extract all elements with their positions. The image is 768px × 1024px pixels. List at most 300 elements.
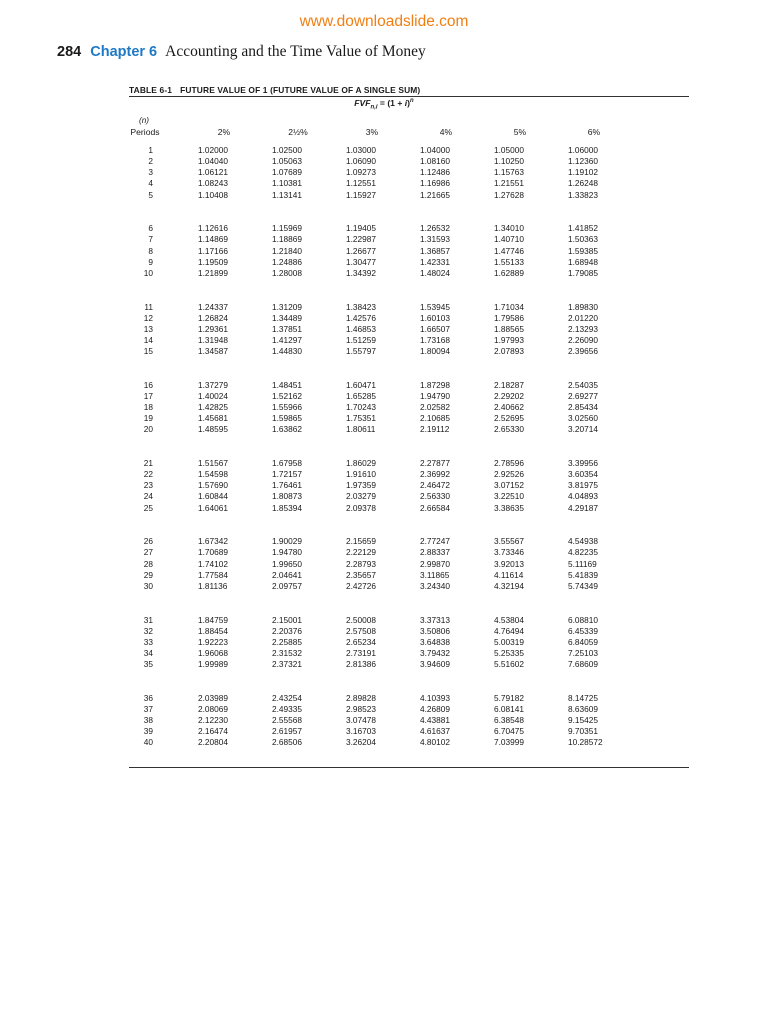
value-cell: 2.99870 [420,558,450,569]
value-cell: 2.37321 [272,659,302,670]
period-cell: 27 [143,547,153,558]
value-cell: 1.68948 [568,256,598,267]
value-cell: 1.80873 [272,491,302,502]
period-cell: 6 [148,223,153,234]
value-cell: 1.10408 [198,189,228,200]
table-row [0,536,768,547]
value-cell: 2.88337 [420,547,450,558]
column-header: 4% [439,127,453,137]
table-row [0,391,768,402]
value-cell: 2.36992 [420,469,450,480]
value-cell: 1.86029 [346,458,376,468]
value-cell: 3.50806 [420,625,450,636]
value-cell: 8.63609 [568,703,598,714]
value-cell: 2.02582 [420,402,450,413]
value-cell: 1.31948 [198,334,228,345]
value-cell: 2.39656 [568,346,598,357]
value-cell: 1.34489 [272,312,302,323]
value-cell: 1.10381 [272,178,302,189]
value-cell: 1.17166 [198,245,228,256]
value-cell: 1.22987 [346,234,376,245]
formula-close: ) [407,98,411,108]
value-cell: 1.42331 [420,256,450,267]
period-cell: 23 [143,480,153,491]
period-cell: 26 [143,536,153,547]
table-row [0,402,768,413]
table-row [0,726,768,737]
value-cell: 2.89828 [346,692,376,703]
value-cell: 1.48024 [420,267,450,278]
period-cell: 37 [143,703,153,714]
value-cell: 4.32194 [494,580,524,591]
value-cell: 3.07152 [494,480,524,491]
value-cell: 1.26677 [346,245,376,256]
period-cell: 30 [143,580,153,591]
value-cell: 1.05000 [494,145,524,155]
value-cell: 2.22129 [346,547,376,558]
period-cell: 17 [143,390,153,401]
value-cell: 3.22510 [494,491,524,502]
value-cell: 1.33823 [568,189,598,200]
period-cell: 13 [143,323,153,334]
period-cell: 15 [143,346,153,357]
value-cell: 1.19509 [198,256,228,267]
value-cell: 1.67342 [198,536,228,547]
formula-equals: = (1 + [377,98,405,108]
value-cell: 6.38548 [494,715,524,726]
value-cell: 1.67958 [272,458,302,468]
value-cell: 1.26824 [198,312,228,323]
value-cell: 1.26532 [420,223,450,234]
value-cell: 1.07689 [272,167,302,178]
table-row [0,715,768,726]
value-cell: 1.31209 [272,301,302,312]
formula-exponent: n [410,98,414,105]
period-cell: 18 [143,402,153,413]
value-cell: 2.01220 [568,312,598,323]
value-cell: 3.24340 [420,580,450,591]
value-cell: 1.36857 [420,245,450,256]
value-cell: 1.60471 [346,379,376,390]
value-cell: 1.21665 [420,189,450,200]
value-cell: 1.63862 [272,424,302,435]
value-cell: 1.79586 [494,312,524,323]
value-cell: 1.74102 [198,558,228,569]
value-cell: 1.99989 [198,659,228,670]
value-cell: 1.21899 [198,267,228,278]
value-cell: 2.43254 [272,692,302,703]
value-cell: 2.55568 [272,715,302,726]
value-cell: 2.16474 [198,726,228,737]
table-row [0,737,768,748]
column-header: 5% [513,127,527,137]
value-cell: 3.16703 [346,726,376,737]
value-cell: 3.38635 [494,502,524,513]
value-cell: 1.28008 [272,267,302,278]
value-cell: 2.40662 [494,402,524,413]
value-cell: 1.94790 [420,390,450,401]
value-cell: 1.57690 [198,480,228,491]
value-cell: 1.19405 [346,223,376,234]
value-cell: 2.29202 [494,390,524,401]
value-cell: 9.70351 [568,726,598,737]
value-cell: 1.47746 [494,245,524,256]
value-cell: 1.21551 [494,178,524,189]
value-cell: 4.61637 [420,726,450,737]
value-cell: 1.85394 [272,502,302,513]
value-cell: 2.77247 [420,536,450,547]
value-cell: 6.70475 [494,726,524,737]
value-cell: 1.92223 [198,636,228,647]
value-cell: 2.20376 [272,625,302,636]
value-cell: 4.82235 [568,547,598,558]
value-cell: 1.52162 [272,390,302,401]
value-cell: 1.41852 [568,223,598,234]
value-cell: 1.64061 [198,502,228,513]
period-cell: 16 [143,379,153,390]
table-row [0,458,768,469]
value-cell: 1.38423 [346,301,376,312]
value-cell: 1.10250 [494,156,524,167]
period-cell: 34 [143,647,153,658]
period-cell: 31 [143,614,153,625]
value-cell: 1.79085 [568,267,598,278]
value-cell: 2.49335 [272,703,302,714]
value-cell: 1.02500 [272,145,302,155]
value-cell: 2.15001 [272,614,302,625]
period-cell: 11 [144,301,153,312]
value-cell: 2.66584 [420,502,450,513]
value-cell: 2.85434 [568,402,598,413]
value-cell: 1.05063 [272,156,302,167]
value-cell: 2.57508 [346,625,376,636]
table-row [0,346,768,357]
value-cell: 2.65234 [346,636,376,647]
value-cell: 1.55133 [494,256,524,267]
period-cell: 35 [143,659,153,670]
value-cell: 1.08160 [420,156,450,167]
value-cell: 1.24886 [272,256,302,267]
table-formula [0,98,768,111]
formula-symbol: FVF [354,98,371,108]
n-label: (n) [139,116,150,125]
value-cell: 1.51259 [346,334,376,345]
watermark-url: www.downloadslide.com [299,13,469,30]
value-cell: 7.25103 [568,647,598,658]
table-bottom-rule [129,767,689,768]
value-cell: 2.98523 [346,703,376,714]
value-cell: 2.09378 [346,502,376,513]
value-cell: 1.04000 [420,145,450,155]
value-cell: 1.06000 [568,145,598,155]
value-cell: 3.11865 [420,569,450,580]
table-label: TABLE 6-1 [129,85,173,95]
value-cell: 2.26090 [568,334,598,345]
value-cell: 1.13141 [272,189,302,200]
value-cell: 2.73191 [346,647,376,658]
value-cell: 1.18869 [272,234,302,245]
table-row [0,380,768,391]
value-cell: 1.50363 [568,234,598,245]
value-cell: 1.40710 [494,234,524,245]
value-cell: 1.55797 [346,346,376,357]
value-cell: 5.41839 [568,569,598,580]
value-cell: 1.24337 [198,301,228,312]
value-cell: 2.54035 [568,379,598,390]
table-row [0,167,768,178]
value-cell: 4.10393 [420,692,450,703]
value-cell: 5.00319 [494,636,524,647]
value-cell: 1.46853 [346,323,376,334]
value-cell: 3.81975 [568,480,598,491]
periods-header: Periods [130,127,160,137]
value-cell: 1.12360 [568,156,598,167]
value-cell: 6.08810 [568,614,598,625]
value-cell: 1.15969 [272,223,302,234]
value-cell: 1.48451 [272,379,302,390]
value-cell: 1.34392 [346,267,376,278]
table-row [0,615,768,626]
table-row [0,693,768,704]
page-header [57,43,426,61]
period-cell: 1 [148,145,153,155]
value-cell: 1.34010 [494,223,524,234]
value-cell: 2.92526 [494,469,524,480]
value-cell: 1.88454 [198,625,228,636]
table-row [0,313,768,324]
table-row [0,480,768,491]
period-cell: 40 [143,737,153,748]
value-cell: 2.50008 [346,614,376,625]
value-cell: 4.29187 [568,502,598,513]
value-cell: 2.15659 [346,536,376,547]
value-cell: 7.68609 [568,659,598,670]
value-cell: 4.54938 [568,536,598,547]
value-cell: 1.97993 [494,334,524,345]
value-cell: 1.15927 [346,189,376,200]
table-row [0,246,768,257]
value-cell: 2.69277 [568,390,598,401]
period-cell: 8 [148,245,153,256]
value-cell: 3.60354 [568,469,598,480]
chapter-label: Chapter 6 [90,44,158,60]
value-cell: 2.20804 [198,737,228,748]
value-cell: 5.11169 [568,558,597,569]
value-cell: 1.73168 [420,334,450,345]
value-cell: 2.08069 [198,703,228,714]
period-cell: 21 [143,458,153,468]
value-cell: 2.61957 [272,726,302,737]
value-cell: 2.81386 [346,659,376,670]
value-cell: 2.35657 [346,569,376,580]
table-row [0,324,768,335]
value-cell: 1.14869 [198,234,228,245]
value-cell: 3.02560 [568,413,598,424]
value-cell: 1.04040 [198,156,228,167]
value-cell: 6.45339 [568,625,598,636]
table-row [0,503,768,514]
value-cell: 1.60103 [420,312,450,323]
formula-subscript: n,i [370,104,378,111]
value-cell: 1.42576 [346,312,376,323]
value-cell: 1.77584 [198,569,228,580]
value-cell: 2.03989 [198,692,228,703]
value-cell: 1.12486 [420,167,450,178]
value-cell: 2.31532 [272,647,302,658]
value-cell: 2.10685 [420,413,450,424]
value-cell: 10.28572 [568,737,603,748]
value-cell: 2.18287 [494,379,524,390]
table-row [0,581,768,592]
value-cell: 1.59865 [272,413,302,424]
value-cell: 1.88565 [494,323,524,334]
period-cell: 20 [143,424,153,435]
value-cell: 1.96068 [198,647,228,658]
value-cell: 1.94780 [272,547,302,558]
period-cell: 3 [148,167,153,178]
table-row [0,178,768,189]
table-row [0,626,768,637]
period-cell: 25 [143,502,153,513]
value-cell: 3.39956 [568,458,598,468]
value-cell: 2.28793 [346,558,376,569]
value-cell: 1.60844 [198,491,228,502]
value-cell: 1.65285 [346,390,376,401]
value-cell: 7.03999 [494,737,524,748]
value-cell: 1.34587 [198,346,228,357]
table-row [0,156,768,167]
value-cell: 1.62889 [494,267,524,278]
value-cell: 4.04893 [568,491,598,502]
table-row [0,302,768,313]
column-header: 6% [587,127,601,137]
value-cell: 6.84059 [568,636,598,647]
value-cell: 3.79432 [420,647,450,658]
value-cell: 3.92013 [494,558,524,569]
period-cell: 24 [143,491,153,502]
value-cell: 1.03000 [346,145,376,155]
period-cell: 12 [143,312,153,323]
table-row [0,234,768,245]
column-header: 2½% [288,127,308,137]
value-cell: 2.52695 [494,413,524,424]
period-cell: 10 [143,267,153,278]
table-row [0,335,768,346]
value-cell: 2.13293 [568,323,598,334]
table-row [0,268,768,279]
table-top-rule [129,96,689,97]
value-cell: 1.26248 [568,178,598,189]
value-cell: 2.07893 [494,346,524,357]
value-cell: 9.15425 [568,715,598,726]
table-row [0,257,768,268]
value-cell: 1.99650 [272,558,302,569]
value-cell: 1.06121 [198,167,228,178]
value-cell: 1.41297 [272,334,302,345]
value-cell: 1.80611 [346,424,376,435]
value-cell: 4.11614 [494,569,524,580]
value-cell: 3.20714 [568,424,598,435]
period-cell: 32 [143,625,153,636]
period-cell: 19 [143,413,153,424]
value-cell: 2.03279 [346,491,376,502]
value-cell: 1.66507 [420,323,450,334]
value-cell: 3.73346 [494,547,524,558]
value-cell: 1.16986 [420,178,450,189]
value-cell: 1.71034 [494,301,524,312]
value-cell: 1.55966 [272,402,302,413]
value-cell: 1.40024 [198,390,228,401]
value-cell: 1.70243 [346,402,376,413]
value-cell: 1.89830 [568,301,598,312]
value-cell: 1.08243 [198,178,228,189]
value-cell: 1.51567 [198,458,228,468]
value-cell: 1.84759 [198,614,228,625]
column-header: 3% [365,127,379,137]
value-cell: 3.37313 [420,614,450,625]
value-cell: 1.27628 [494,189,524,200]
value-cell: 1.31593 [420,234,450,245]
value-cell: 1.70689 [198,547,228,558]
value-cell: 1.30477 [346,256,376,267]
value-cell: 1.91610 [346,469,376,480]
value-cell: 5.51602 [494,659,524,670]
period-cell: 4 [148,178,153,189]
value-cell: 2.78596 [494,458,524,468]
value-cell: 1.45681 [198,413,228,424]
value-cell: 3.07478 [346,715,376,726]
value-cell: 4.76494 [494,625,524,636]
table-row [0,547,768,558]
value-cell: 2.12230 [198,715,228,726]
table-row [0,190,768,201]
value-cell: 6.08141 [494,703,524,714]
value-cell: 4.26809 [420,703,450,714]
table-row [0,648,768,659]
period-cell: 33 [143,636,153,647]
value-cell: 1.44830 [272,346,302,357]
value-cell: 1.90029 [272,536,302,547]
value-cell: 3.26204 [346,737,376,748]
value-cell: 1.12551 [346,178,376,189]
table-row [0,413,768,424]
value-cell: 2.19112 [420,424,450,435]
value-cell: 1.02000 [198,145,228,155]
value-cell: 2.56330 [420,491,450,502]
value-cell: 8.14725 [568,692,598,703]
column-header: 2% [217,127,231,137]
value-cell: 4.53804 [494,614,524,625]
value-cell: 1.53945 [420,301,450,312]
value-cell: 2.46472 [420,480,450,491]
value-cell: 1.48595 [198,424,228,435]
value-cell: 1.19102 [568,167,598,178]
value-cell: 3.64838 [420,636,450,647]
value-cell: 1.87298 [420,379,450,390]
value-cell: 1.06090 [346,156,376,167]
value-cell: 1.81136 [198,580,228,591]
value-cell: 2.25885 [272,636,302,647]
value-cell: 1.54598 [198,469,228,480]
value-cell: 1.15763 [494,167,524,178]
value-cell: 1.72157 [272,469,302,480]
value-cell: 2.65330 [494,424,524,435]
period-cell: 2 [148,156,153,167]
value-cell: 4.43881 [420,715,450,726]
value-cell: 1.12616 [198,223,228,234]
value-cell: 2.68506 [272,737,302,748]
chapter-title: Accounting and the Time Value of Money [165,43,426,60]
